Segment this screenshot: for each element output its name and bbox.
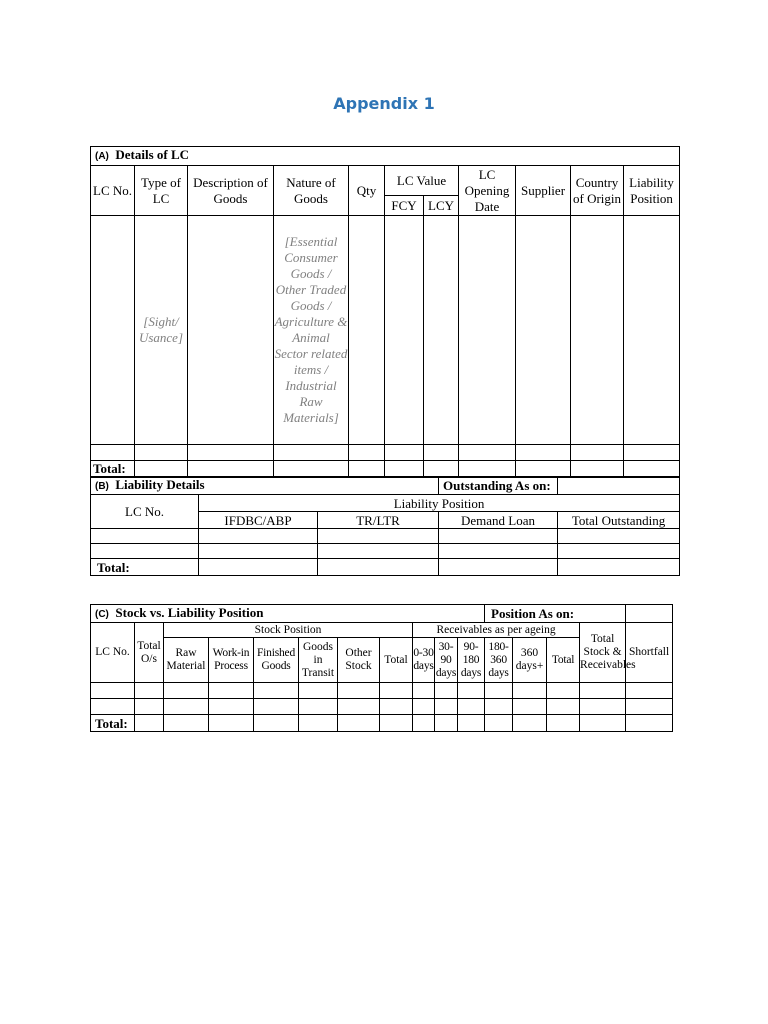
header-description-of-goods: Description of Goods [188,166,274,216]
section-b-heading: Liability Details [115,477,205,492]
section-c-header [91,605,485,623]
lc-details-table [90,146,680,478]
total-label: Total: [91,559,199,576]
header-lcy: LCY [424,196,459,216]
header-lc-no: LC No. [91,495,199,529]
cell-supplier[interactable] [516,216,571,445]
section-a-header [91,147,680,166]
header-lc-opening-date: LC Opening Date [459,166,516,216]
cell-liability[interactable] [624,216,680,445]
liability-details-table [90,476,680,576]
table-row [91,683,673,699]
header-360-days-plus: 360 days+ [513,638,547,683]
header-receivables-ageing: Receivables as per ageing [413,623,580,638]
total-row [91,559,680,576]
placeholder-nature-of-goods[interactable]: [Essential Consumer Goods / Other Traded Goods / Agriculture & Animal Sector related items / Industrial Raw Materials] [274,216,349,445]
header-goods-in-transit: Goods in Transit [299,638,338,683]
total-row [91,461,680,478]
header-lc-no: LC No. [91,166,135,216]
header-shortfall: Shortfall [626,623,673,683]
header-raw-material: Raw Material [164,638,209,683]
cell-country[interactable] [571,216,624,445]
table-row [91,445,680,461]
header-0-30-days: 0-30 days [413,638,435,683]
header-total-outstanding: Total Outstanding [558,512,680,529]
page-title: Appendix 1 [333,94,435,113]
section-c-marker: (C) [95,609,109,620]
outstanding-label: Outstanding As on: [439,477,558,495]
table-row [91,529,680,544]
total-row [91,715,673,732]
section-a-heading: Details of LC [115,147,190,162]
header-finished-goods: Finished Goods [254,638,299,683]
total-label: Total: [91,461,135,478]
header-qty: Qty [349,166,385,216]
header-stock-total: Total [380,638,413,683]
cell-qty[interactable] [349,216,385,445]
section-b-marker: (B) [95,481,109,492]
outstanding-date-field[interactable] [558,477,680,495]
header-stock-position: Stock Position [164,623,413,638]
header-lc-no: LC No. [91,623,135,683]
table-row [91,699,673,715]
header-type-of-lc: Type of LC [135,166,188,216]
header-demand-loan: Demand Loan [439,512,558,529]
header-total-stock-receivables: Total Stock & Receivables [580,623,626,683]
stock-vs-liability-table [90,604,673,732]
section-b-header [91,477,439,495]
cell-description[interactable] [188,216,274,445]
header-other-stock: Other Stock [338,638,380,683]
header-liability-position: Liability Position [199,495,680,512]
header-30-90-days: 30-90 days [435,638,458,683]
cell-fcy[interactable] [385,216,424,445]
section-a-marker: (A) [95,151,109,162]
header-liability-position: Liability Position [624,166,680,216]
position-date-field[interactable] [626,605,673,623]
position-as-on-label: Position As on: [485,605,626,623]
header-tr-ltr: TR/LTR [318,512,439,529]
cell-lcy[interactable] [424,216,459,445]
section-c-heading: Stock vs. Liability Position [115,605,264,620]
header-country-of-origin: Country of Origin [571,166,624,216]
header-180-360-days: 180-360 days [485,638,513,683]
header-fcy: FCY [385,196,424,216]
cell-lc-no[interactable] [91,216,135,445]
header-nature-of-goods: Nature of Goods [274,166,349,216]
header-90-180-days: 90-180 days [458,638,485,683]
header-work-in-process: Work-in Process [209,638,254,683]
header-receivables-total: Total [547,638,580,683]
cell-opening-date[interactable] [459,216,516,445]
placeholder-type-of-lc[interactable]: [Sight/ Usance] [135,216,188,445]
header-total-os: Total O/s [135,623,164,683]
table-row [91,544,680,559]
header-supplier: Supplier [516,166,571,216]
total-label: Total: [91,715,135,732]
header-ifdbc-abp: IFDBC/ABP [199,512,318,529]
header-lc-value: LC Value [385,166,459,196]
